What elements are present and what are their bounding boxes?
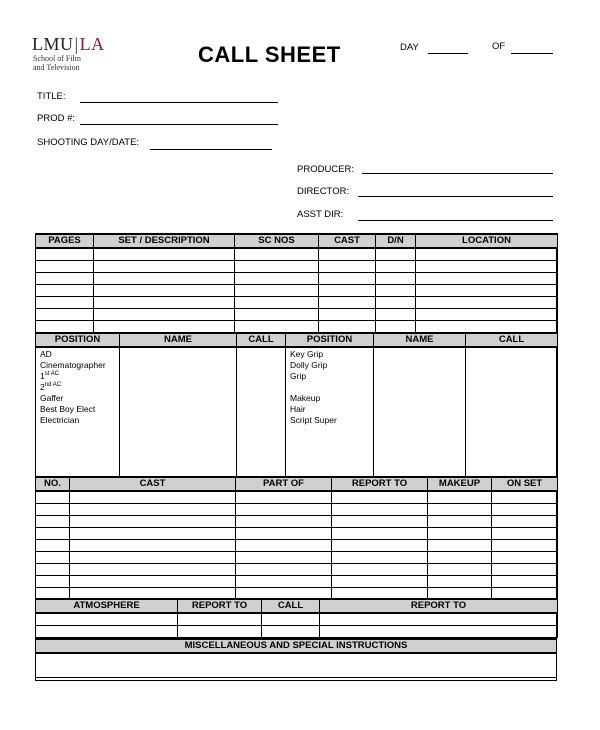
header-cast: CAST bbox=[319, 234, 376, 248]
day-label: DAY bbox=[400, 42, 419, 53]
table-row[interactable] bbox=[36, 504, 558, 516]
table-row[interactable] bbox=[36, 273, 558, 285]
header-makeup: MAKEUP bbox=[428, 477, 492, 491]
header-part-of: PART OF bbox=[236, 477, 332, 491]
producer-label: PRODUCER: bbox=[297, 164, 355, 175]
title-label: TITLE: bbox=[37, 91, 66, 102]
asst-dir-field[interactable] bbox=[358, 220, 553, 221]
table-row[interactable] bbox=[36, 370, 558, 381]
table-row[interactable] bbox=[36, 347, 558, 359]
table-row[interactable] bbox=[36, 321, 558, 333]
header-call-2: CALL bbox=[466, 333, 558, 347]
table-row[interactable] bbox=[36, 626, 558, 638]
header-location: LOCATION bbox=[416, 234, 558, 248]
cast-table bbox=[35, 476, 558, 600]
header-atmo-report-to: REPORT TO bbox=[178, 599, 262, 613]
logo-la: LA bbox=[79, 34, 105, 54]
shooting-day-field[interactable] bbox=[150, 149, 272, 150]
table-row[interactable] bbox=[36, 425, 558, 436]
position-1st-ac: $1^{st AC}$ bbox=[36, 370, 120, 381]
title-field[interactable] bbox=[80, 102, 278, 103]
page-title: CALL SHEET bbox=[198, 42, 341, 67]
misc-table bbox=[35, 638, 557, 681]
atmosphere-table bbox=[35, 598, 558, 638]
prod-field[interactable] bbox=[80, 124, 278, 125]
crew-table bbox=[35, 332, 558, 481]
header-atmo-call: CALL bbox=[262, 599, 320, 613]
position-electrician: Electrician bbox=[36, 414, 120, 425]
header-on-set: ON SET bbox=[492, 477, 558, 491]
table-row[interactable] bbox=[36, 309, 558, 321]
table-row[interactable] bbox=[36, 248, 558, 261]
position-best-boy-elect: Best Boy Elect bbox=[36, 403, 120, 414]
scenes-table bbox=[35, 233, 558, 333]
header-atmo-report-to-2: REPORT TO bbox=[320, 599, 558, 613]
table-row[interactable] bbox=[36, 447, 558, 458]
table-row[interactable] bbox=[36, 564, 558, 576]
position-key-grip: Key Grip bbox=[286, 347, 374, 359]
misc-instructions-field[interactable] bbox=[36, 653, 557, 681]
table-row[interactable] bbox=[36, 359, 558, 370]
director-field[interactable] bbox=[358, 196, 553, 197]
table-row[interactable] bbox=[36, 528, 558, 540]
shooting-day-label: SHOOTING DAY/DATE: bbox=[37, 137, 140, 148]
prod-label: PROD #: bbox=[37, 113, 76, 124]
header-dn: D/N bbox=[376, 234, 416, 248]
position-ad: AD bbox=[36, 347, 120, 359]
asst-dir-label: ASST DIR: bbox=[297, 209, 344, 220]
header-name: NAME bbox=[120, 333, 237, 347]
logo-subtitle bbox=[33, 54, 123, 72]
table-row[interactable] bbox=[36, 381, 558, 392]
position-gaffer: Gaffer bbox=[36, 392, 120, 403]
position-blank bbox=[286, 381, 374, 392]
header-position-2: POSITION bbox=[286, 333, 374, 347]
header-name-2: NAME bbox=[374, 333, 466, 347]
position-dolly-grip: Dolly Grip bbox=[286, 359, 374, 370]
position-makeup: Makeup bbox=[286, 392, 374, 403]
logo-subtitle-line1: School of Film bbox=[33, 54, 82, 63]
header-call: CALL bbox=[237, 333, 286, 347]
header-pages: PAGES bbox=[36, 234, 94, 248]
day-field[interactable] bbox=[428, 53, 468, 54]
header-report-to: REPORT TO bbox=[332, 477, 428, 491]
logo-lmu: LMU bbox=[32, 34, 74, 54]
table-row[interactable] bbox=[36, 552, 558, 564]
header-atmosphere: ATMOSPHERE bbox=[36, 599, 178, 613]
table-row[interactable] bbox=[36, 436, 558, 447]
position-script-super: Script Super bbox=[286, 414, 374, 425]
director-label: DIRECTOR: bbox=[297, 186, 350, 197]
position-hair: Hair bbox=[286, 403, 374, 414]
table-row[interactable] bbox=[36, 613, 558, 626]
table-row[interactable] bbox=[36, 516, 558, 528]
header-set-description: SET / DESCRIPTION bbox=[94, 234, 235, 248]
of-label: OF bbox=[492, 41, 506, 52]
table-row[interactable] bbox=[36, 297, 558, 309]
table-row[interactable] bbox=[36, 458, 558, 469]
table-row[interactable] bbox=[36, 261, 558, 273]
table-row[interactable] bbox=[36, 576, 558, 588]
table-row[interactable] bbox=[36, 414, 558, 425]
table-row[interactable] bbox=[36, 403, 558, 414]
table-row[interactable] bbox=[36, 491, 558, 504]
header-sc-nos: SC NOS bbox=[235, 234, 319, 248]
position-grip: Grip bbox=[286, 370, 374, 381]
logo-subtitle-line2: and Television bbox=[33, 63, 80, 72]
table-row[interactable] bbox=[36, 285, 558, 297]
table-row[interactable] bbox=[36, 540, 558, 552]
header-cast-name: CAST bbox=[70, 477, 236, 491]
position-2nd-ac: $2^{nd AC}$ bbox=[36, 381, 120, 392]
header-no: NO. bbox=[36, 477, 70, 491]
school-logo: LMU|LA bbox=[32, 34, 105, 54]
header-misc: MISCELLANEOUS AND SPECIAL INSTRUCTIONS bbox=[36, 639, 557, 653]
header-position: POSITION bbox=[36, 333, 120, 347]
table-row[interactable] bbox=[36, 392, 558, 403]
of-field[interactable] bbox=[511, 53, 553, 54]
producer-field[interactable] bbox=[362, 173, 553, 174]
position-cinematographer: Cinematographer bbox=[36, 359, 120, 370]
